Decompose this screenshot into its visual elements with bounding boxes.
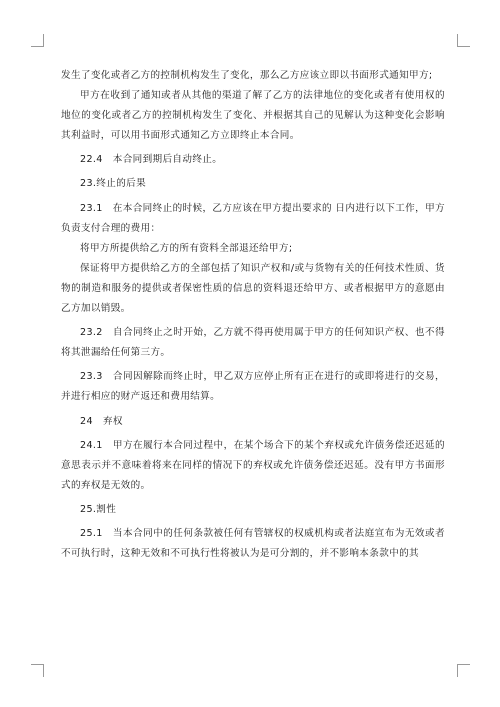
- paragraph: [61, 66, 445, 86]
- paragraph: [61, 86, 445, 146]
- paragraph-text: 本合同到期后自动终止。: [112, 154, 223, 166]
- crop-mark-top-right: [457, 34, 470, 47]
- clause-23-3: [61, 367, 445, 407]
- clause-number: 24: [80, 415, 93, 427]
- crop-mark-top-left: [31, 34, 44, 47]
- clause-number: 25.1: [80, 527, 103, 539]
- clause-24-1: [61, 436, 445, 496]
- clause-25-1: [61, 524, 445, 564]
- paragraph-text: 自合同终止之时开始，乙方就不得再使用属于甲方的任何知识产权、也不得将其泄漏给任何第三方。: [61, 327, 445, 359]
- clause-number: 24.1: [80, 439, 103, 451]
- crop-mark-bottom-left: [31, 664, 44, 677]
- clause-number: 23.3: [80, 371, 103, 383]
- clause-number: 23.1: [80, 202, 103, 214]
- paragraph-text: 保证将甲方提供给乙方的全部包括了知识产权和/或与货物有关的任何技术性质、货物的制造和服务的提供或者保密性质的信息的资料退还给甲方、或者根据甲方的意愿由乙方加以销毁。: [61, 262, 445, 315]
- paragraph-text: 25.割性: [80, 503, 117, 515]
- section-heading-25: [61, 500, 445, 520]
- paragraph-text: 23.终止的后果: [80, 178, 147, 190]
- clause-number: 22.4: [80, 154, 103, 166]
- paragraph-text: 甲方在收到了通知或者从其他的渠道了解了乙方的法律地位的变化或者有使用权的地位的变化或者乙方的控制机构发生了变化、并根据其自己的见解认为这种变化会影响其利益时，可以用书面形式通知乙方立即终止本合同。: [61, 90, 445, 142]
- paragraph: [61, 239, 445, 259]
- document-body: [61, 66, 445, 564]
- crop-mark-bottom-right: [457, 664, 470, 677]
- clause-23-2: [61, 323, 445, 363]
- paragraph-text: 发生了变化或者乙方的控制机构发生了变化，那么乙方应该立即以书面形式通知甲方;: [61, 70, 433, 81]
- paragraph-text: 合同因解除而终止时，甲乙双方应停止所有正在进行的或即将进行的交易，并进行相应的财产返还和费用结算。: [61, 371, 445, 403]
- paragraph-text: 在本合同终止的时候，乙方应该在甲方提出要求的 日内进行以下工作，甲方负责支付合理的费用：: [61, 202, 445, 234]
- clause-number: 23.2: [80, 327, 103, 339]
- section-heading-24: [61, 412, 445, 432]
- paragraph-text: 弃权: [102, 415, 123, 427]
- paragraph-text: 将甲方所提供给乙方的所有资料全部退还给甲方;: [80, 242, 293, 254]
- clause-22-4: [61, 150, 445, 170]
- paragraph-text: 甲方在履行本合同过程中，在某个场合下的某个弃权或允许债务偿还迟延的意思表示并不意味着将来在同样的情况下的弃权或允许债务偿还迟延。没有甲方书面形式的弃权是无效的。: [61, 439, 445, 491]
- clause-23-1: [61, 199, 445, 239]
- section-heading-23: [61, 174, 445, 194]
- paragraph-text: 当本合同中的任何条款被任何有管辖权的权威机构或者法庭宣布为无效或者不可执行时，这种无效和不可执行性将被认为是可分割的，并不影响本条款中的其: [61, 527, 445, 560]
- paragraph: [61, 259, 445, 319]
